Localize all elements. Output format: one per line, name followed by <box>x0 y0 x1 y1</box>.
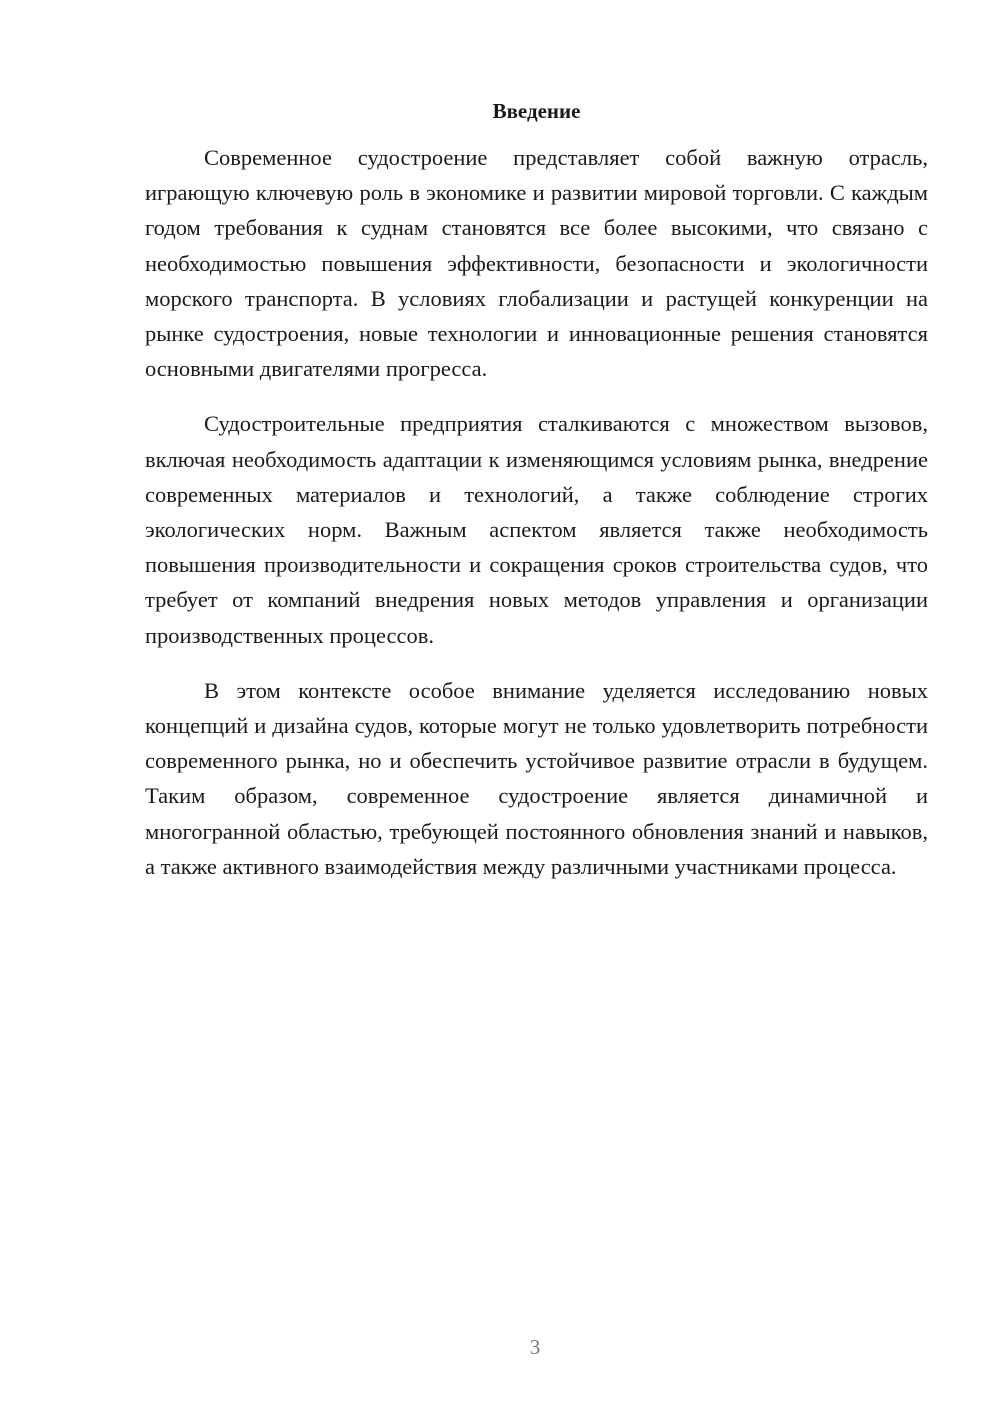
paragraph-1: Современное судостроение представляет собой важную отрасль, играющую ключевую роль в экономике и развитии мировой торговли. С каждым годом требования к суднам становятся все более высокими, что связано с необходимостью повышения эффективности, безопасности и экологичности морского транспорта. В условиях глобализации и растущей конкуренции на рынке судостроения, новые технологии и инновационные решения становятся основными двигателями прогресса. <box>145 145 928 382</box>
paragraph-2: Судостроительные предприятия сталкиваются с множеством вызовов, включая необходимость адаптации к изменяющимся условиям рынка, внедрение современных материалов и технологий, а также соблюдение строгих экологических норм. Важным аспектом является также необходимость повышения производительности и сокращения сроков строительства судов, что требует от компаний внедрения новых методов управления и организации производственных процессов. <box>145 411 928 648</box>
page-content <box>145 96 928 904</box>
section-heading: Введение <box>492 99 581 123</box>
paragraph-3: В этом контексте особое внимание уделяется исследованию новых концепций и дизайна судов, которые могут не только удовлетворить потребности современного рынка, но и обеспечить устойчивое развитие отрасли в будущем. Таким образом, современное судостроение является динамичной и многогранной областью, требующей постоянного обновления знаний и навыков, а также активного взаимодействия между различными участниками процесса. <box>145 677 928 879</box>
page-number: 3 <box>529 1335 541 1359</box>
